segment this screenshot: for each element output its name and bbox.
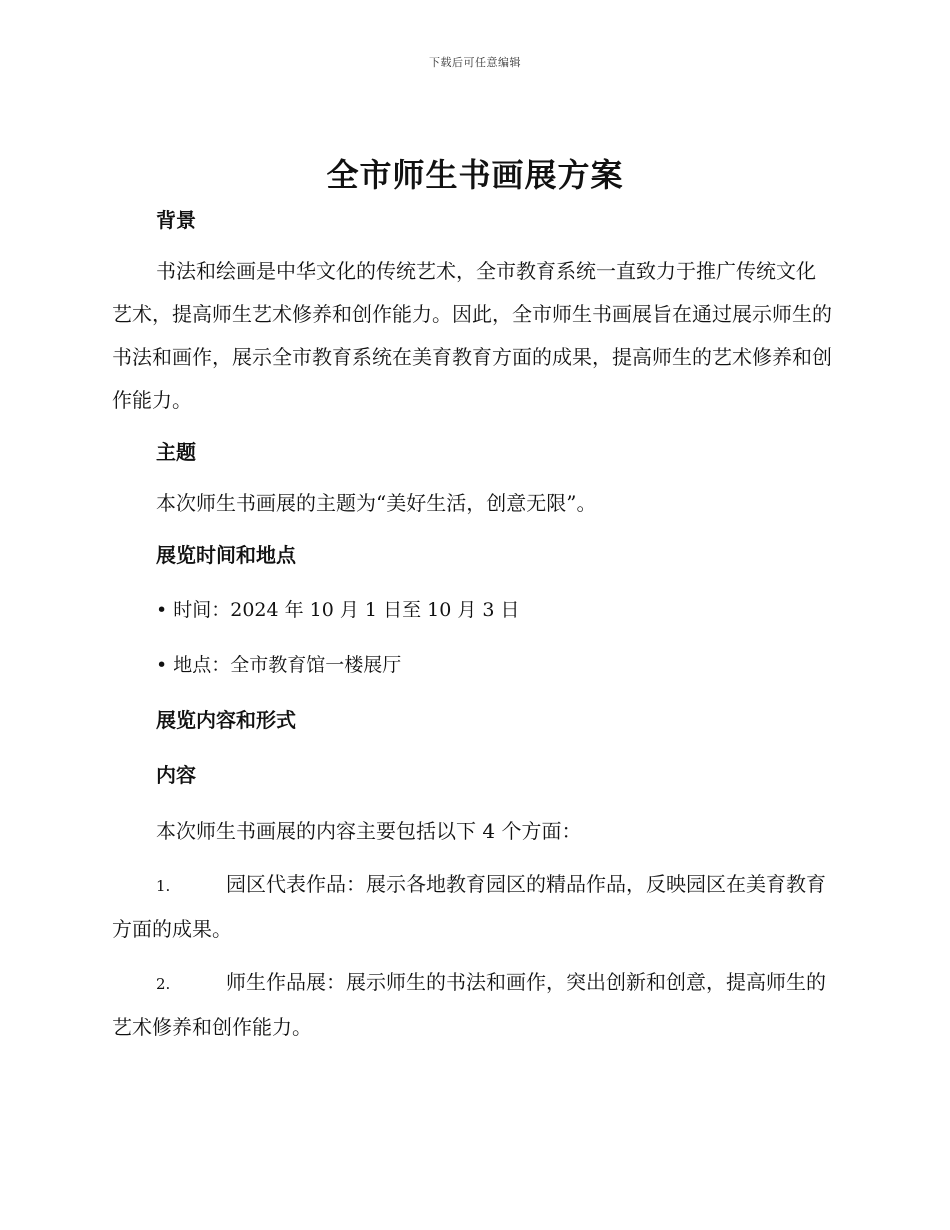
list-item: [112, 863, 832, 951]
heading-theme: 主题: [156, 440, 196, 464]
document-body: [112, 200, 832, 1049]
heading-background: 背景: [156, 208, 196, 232]
list-number: 1.: [156, 877, 171, 895]
list-number: 2.: [156, 975, 171, 993]
bullet-time: • 时间：2024 年 10 月 1 日至 10 月 3 日: [156, 599, 520, 621]
paragraph-background: 书法和绘画是中华文化的传统艺术，全市教育系统一直致力于推广传统文化艺术，提高师生艺术修养和创作能力。因此，全市师生书画展旨在通过展示师生的书法和画作，展示全市教育系统在美育教育方面的成果，提高师生的艺术修养和创作能力。: [112, 259, 832, 412]
heading-time-place: 展览时间和地点: [156, 543, 296, 567]
paragraph-theme: 本次师生书画展的主题为“美好生活，创意无限”。: [156, 491, 597, 515]
header-note: 下载后可任意编辑: [429, 56, 521, 69]
list-item-text: 师生作品展：展示师生的书法和画作，突出创新和创意，提高师生的艺术修养和创作能力。: [112, 970, 826, 1039]
bullet-place: • 地点：全市教育馆一楼展厅: [156, 654, 402, 676]
paragraph-content-intro: 本次师生书画展的内容主要包括以下 4 个方面：: [156, 819, 582, 843]
heading-content: 内容: [156, 763, 196, 787]
document-title: 全市师生书画展方案: [326, 156, 624, 194]
list-item: [112, 961, 832, 1049]
list-item-text: 园区代表作品：展示各地教育园区的精品作品，反映园区在美育教育方面的成果。: [112, 872, 826, 941]
heading-content-form: 展览内容和形式: [156, 708, 296, 732]
